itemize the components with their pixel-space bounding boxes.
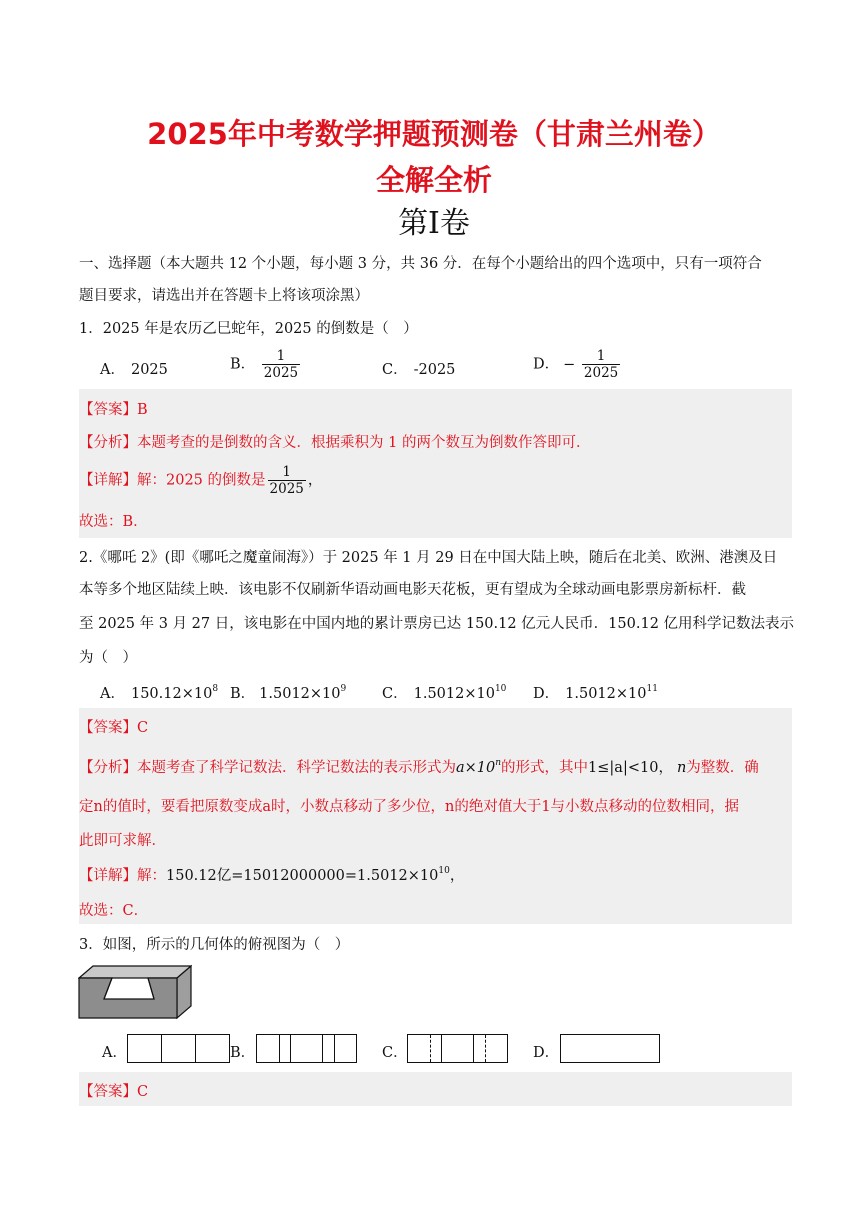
solid-line	[290, 1035, 291, 1062]
fraction-denominator: 2025	[583, 365, 619, 381]
exponent: 8	[212, 684, 219, 694]
minus-sign: −	[563, 356, 576, 373]
q1-stem: 1．2025 年是农历乙巳蛇年，2025 的倒数是（ ）	[79, 321, 418, 337]
answer-tag: 【答案】	[79, 1084, 137, 1100]
dashed-line	[485, 1035, 486, 1062]
q1-option-c	[382, 358, 455, 379]
fraction-denominator: 2025	[263, 365, 299, 381]
q3-answer	[79, 1080, 148, 1101]
solid-line	[279, 1035, 280, 1062]
answer-value: C	[137, 1084, 149, 1100]
q1-option-b	[230, 348, 302, 381]
option-text: 150.12×10	[130, 686, 213, 702]
analysis-text: 本题考查了科学记数法．科学记数法的表示形式为	[137, 760, 456, 776]
formula-exponent: n	[495, 758, 502, 768]
option-text: 1.5012×10	[413, 686, 495, 702]
q3-option-a-label: A．	[102, 1045, 127, 1061]
q3-option-b-label: B．	[230, 1045, 256, 1061]
q2-detail	[79, 864, 464, 885]
q3-option-a-figure	[127, 1034, 230, 1063]
analysis-tag: 【分析】	[79, 435, 137, 451]
fraction	[262, 348, 300, 381]
option-label: B．	[230, 686, 256, 702]
section-heading-line2: 题目要求，请选出并在答题卡上将该项涂黑）	[79, 288, 369, 304]
q2-option-a	[100, 682, 218, 703]
q3-stem: 3．如图，所示的几何体的俯视图为（ ）	[79, 937, 350, 953]
q2-option-c	[382, 682, 506, 703]
answer-value: C	[137, 720, 149, 736]
q1-answer	[79, 398, 148, 419]
detail-tag: 【详解】	[79, 472, 137, 489]
q3-solution-box	[79, 1072, 792, 1106]
q2-answer	[79, 716, 148, 737]
option-text: 1.5012×10	[259, 686, 341, 702]
solid-line	[334, 1035, 335, 1062]
detail-tag: 【详解】	[79, 868, 137, 884]
q2-conclusion: 故选：C．	[79, 903, 149, 919]
q2-analysis-line3: 此即可求解．	[79, 833, 166, 849]
q3-option-d-label: D．	[533, 1045, 560, 1061]
option-text: 1.5012×10	[565, 686, 647, 702]
q1-analysis	[79, 431, 590, 452]
detail-suffix: ，	[449, 868, 465, 884]
geometry-solid-figure	[78, 964, 192, 1020]
analysis-text: 的形式，其中	[501, 760, 589, 776]
fraction-numerator: 1	[582, 348, 620, 365]
analysis-text: 本题考查的是倒数的含义．根据乘积为 1 的两个数互为倒数作答即可．	[137, 435, 591, 451]
document-title: 2025年中考数学押题预测卷（甘肃兰州卷）	[147, 117, 721, 151]
q1-option-d	[533, 348, 622, 381]
answer-value: B	[137, 402, 148, 418]
analysis-text: 为整数．确	[686, 760, 759, 776]
solid-line	[473, 1035, 474, 1062]
option-label: C．	[382, 686, 408, 702]
option-label: B．	[230, 356, 256, 373]
q2-stem-line3: 至 2025 年 3 月 27 日，该电影在中国内地的累计票房已达 150.12 亿元人民币．150.12 亿用科学记数法表示	[79, 616, 795, 632]
option-label: D．	[533, 686, 560, 702]
fraction-denominator: 2025	[269, 481, 304, 497]
q3-option-c-figure	[407, 1034, 508, 1063]
q2-analysis-line1	[79, 756, 759, 777]
volume-heading: 第I卷	[398, 206, 470, 241]
q2-stem-line2: 本等多个地区陆续上映．该电影不仅刷新华语动画电影天花板，更有望成为全球动画电影票房新标杆．截	[79, 582, 746, 598]
solid-line	[195, 1035, 196, 1062]
document-subtitle: 全解全析	[375, 163, 492, 197]
formula-range: 1≤|a|<10	[588, 760, 659, 776]
q2-option-b	[230, 682, 346, 703]
option-text: 2025	[130, 362, 168, 378]
section-heading-line1: 一、选择题（本大题共 12 个小题，每小题 3 分，共 36 分．在每个小题给出的四个选项中，只有一项符合	[79, 256, 762, 272]
q3-option-b-figure	[256, 1034, 357, 1063]
analysis-tag: 【分析】	[79, 760, 137, 776]
exponent: 10	[438, 866, 450, 876]
exponent: 11	[646, 684, 658, 694]
q1-option-a	[100, 358, 168, 379]
variable-n: n	[676, 760, 687, 776]
q2-solution-box	[79, 708, 792, 924]
detail-text: 解：2025 的倒数是	[137, 472, 266, 489]
q2-analysis-line2: 定n的值时，要看把原数变成a时，小数点移动了多少位，n的绝对值大于1与小数点移动的位数相同，据	[79, 799, 740, 815]
answer-tag: 【答案】	[79, 720, 137, 736]
option-text: -2025	[413, 362, 456, 378]
fraction-numerator: 1	[268, 464, 306, 481]
formula: a×10	[456, 760, 496, 776]
q1-detail	[79, 464, 322, 497]
option-label: C．	[382, 362, 408, 378]
solid-line	[161, 1035, 162, 1062]
option-label: A．	[100, 686, 125, 702]
detail-text: 解：	[137, 868, 166, 884]
q3-option-d-figure	[560, 1034, 660, 1063]
dashed-line	[430, 1035, 431, 1062]
q3-option-c-label: C．	[382, 1045, 408, 1061]
exponent: 9	[340, 684, 347, 694]
solid-line	[322, 1035, 323, 1062]
solid-line	[441, 1035, 442, 1062]
q2-stem-line4: 为（ ）	[79, 650, 137, 666]
fraction	[582, 348, 620, 381]
formula: 150.12亿=15012000000=1.5012×10	[166, 868, 439, 884]
exponent: 10	[494, 684, 507, 694]
fraction	[268, 464, 306, 497]
q2-stem-line1: 2.《哪吒 2》(即《哪吒之魔童闹海》）于 2025 年 1 月 29 日在中国大陆上映，随后在北美、欧洲、港澳及日	[79, 550, 778, 566]
detail-suffix: ，	[307, 472, 323, 489]
fraction-numerator: 1	[262, 348, 300, 365]
comma: ，	[658, 760, 673, 776]
q1-conclusion: 故选：B．	[79, 514, 148, 530]
q2-option-d	[533, 682, 658, 703]
option-label: A．	[100, 362, 125, 378]
option-label: D．	[533, 356, 560, 373]
answer-tag: 【答案】	[79, 402, 137, 418]
